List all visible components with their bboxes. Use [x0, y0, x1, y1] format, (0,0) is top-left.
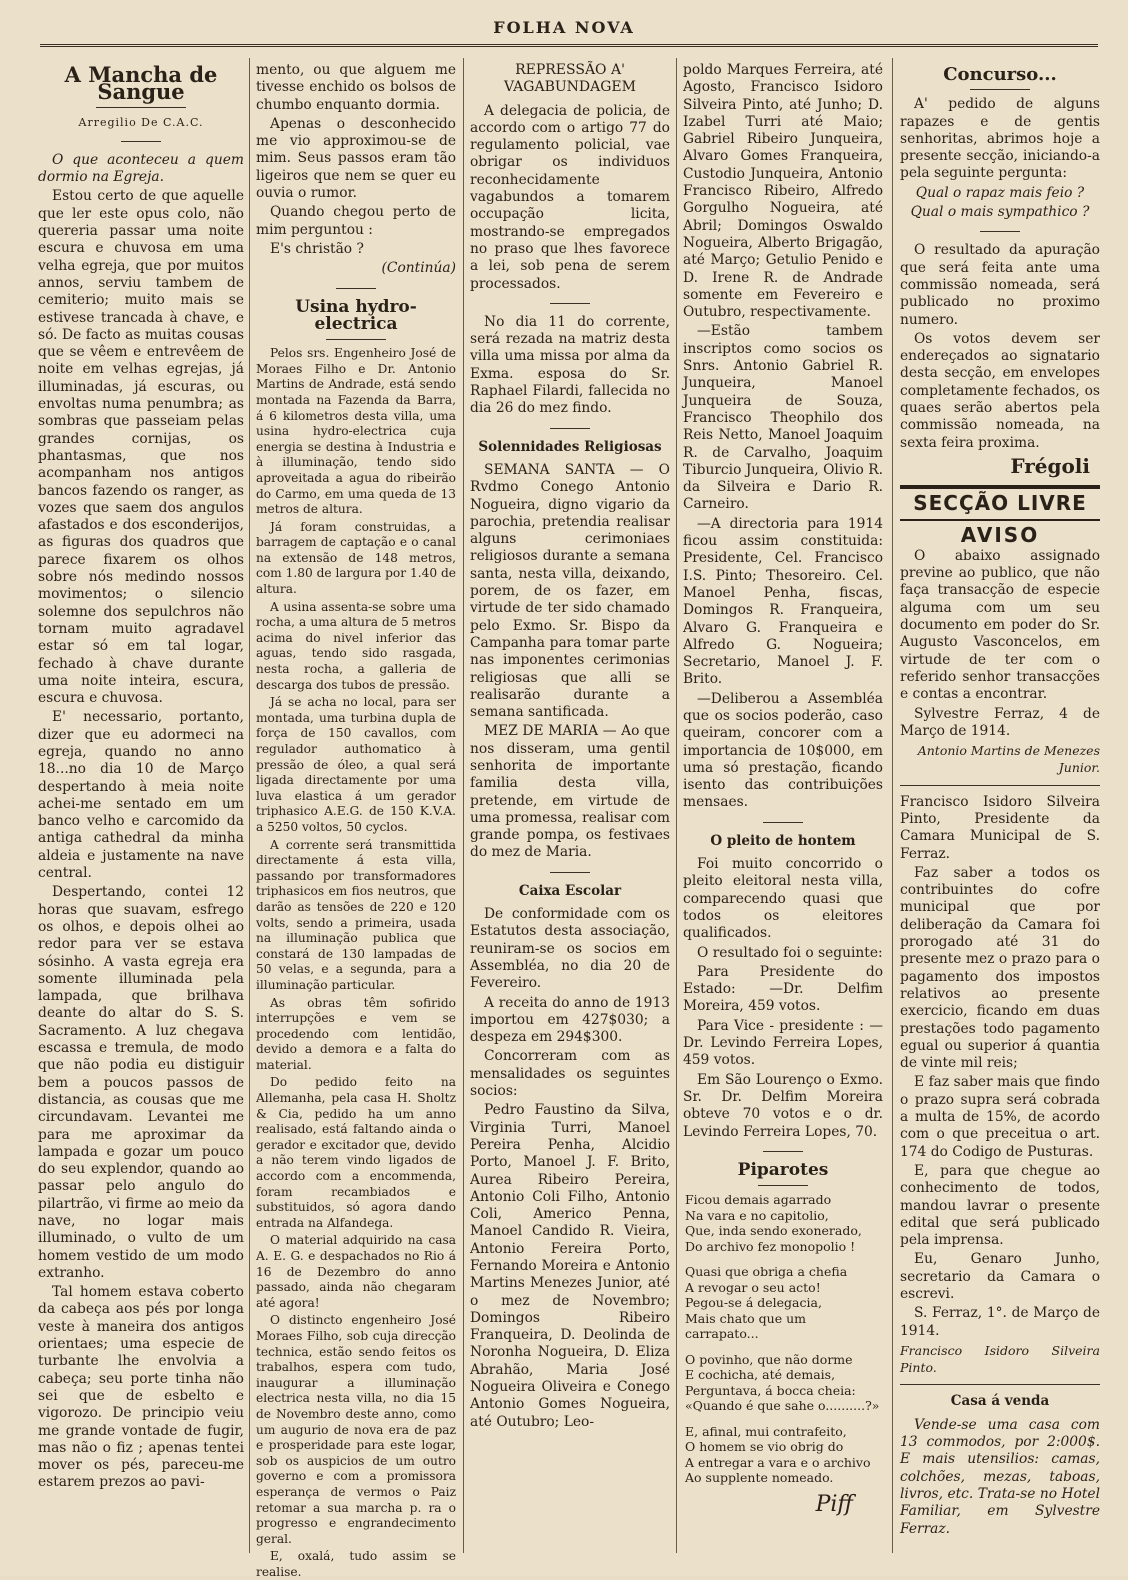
column-4 — [683, 62, 883, 1552]
paragraph: —Estão tambem inscriptos como socios os Snrs. Antonio Gabriel R. Junqueira, Manoel Junqueira de Souza, Francisco Theophilo dos Reis Netto, Manoel Joaquim R. de Carvalho, Joaquim Tiburcio Junqueira, Olivio R. da Silveira e Dario R. Carneiro. — [683, 323, 883, 513]
section-bar — [900, 485, 1100, 489]
paragraph: O resultado da apuração que será feita ante uma commissão nomeada, será publicado no proximo numero. — [900, 242, 1100, 328]
usina-article — [256, 346, 456, 1580]
question: Qual o rapaz mais feio ? — [915, 184, 1085, 201]
article-author: Arregilio De C.A.C. — [78, 115, 204, 129]
column-2 — [256, 62, 456, 1579]
paragraph: O material adquirido na casa A. E. G. e despachados no Rio á 16 de Dezembro do anno passado, ainda não chegaram até agora! — [256, 1233, 456, 1310]
poem-stanza: O povinho, que não dorme E cochicha, até demais, Perguntava, á bocca cheia: «Quando é que sahe o..........?» — [685, 1351, 880, 1414]
paragraph: De conformidade com os Estatutos desta associação, reuniram-se os socios em Assembléa, no dia 20 de Fevereiro. — [470, 906, 670, 992]
paragraph: —A directoria para 1914 ficou assim constituida: Presidente, Cel. Francisco I.S. Pinto; Thesoreiro. Cel. Manoel Penha, fiscas, Domingos R. Franqueira, Alvaro G. Franqueira e Alfredo G. Nogueira; Secretario, Manoel J. F. Brito. — [683, 515, 883, 688]
paragraph: Apenas o desconhecido me vio approximou-se de mim. Seus passos eram tão ligeiros que nem se quer eu ouvia o rumor. — [256, 115, 456, 202]
ornament — [326, 339, 386, 340]
ornament — [970, 89, 1030, 90]
paragraph: Para Vice - presidente : —Dr. Levindo Ferreira Lopes, 459 votos. — [683, 1017, 883, 1069]
column-divider — [249, 58, 250, 1553]
divider — [550, 872, 590, 873]
paragraph: Tal homem estava coberto da cabeça aos pés por longa veste à maneira dos antigos orientaes; uma especie de turbante lhe envolvia a cabeça; seu porte tinha não sei que de esbelto e vigorozo. De principio veiu me grande vontade de fugir, mas não o fiz ; apenas tentei mover os pés, pareceu-me estarem prezos ao pavi- — [38, 1284, 244, 1491]
paragraph: MEZ DE MARIA — Ao que nos disseram, uma gentil senhorita de importante familia desta villa, pretende, em virtude de uma promessa, realisar com grande pompa, os festivaes do mez de Maria. — [470, 723, 670, 861]
article-subtitle: O que aconteceu a quem dormio na Egreja. — [38, 151, 244, 186]
paragraph: SEMANA SANTA — O Rvdmo Conego Antonio Nogueira, digno vigario da parochia, pretendia realisar alguns cerimoniaes religiosos durante a semana santa, nesta villa, deixando, porem, de os fazer, em virtude de ter sido chamado pelo Exmo. Sr. Bispo da Campanha para tomar parte nas imponentes cerimonias religiosas que alli se realisarão durante a semana santificada. — [470, 461, 670, 721]
paragraph: mento, ou que alguem me tivesse enchido os bolsos de chumbo enquanto dormia. — [256, 62, 456, 113]
article-title: Concurso... — [943, 64, 1057, 85]
article-title: REPRESSÃO A' VAGABUNDAGEM — [504, 62, 636, 96]
paragraph: Pedro Faustino da Silva, Virginia Turri, Manoel Pereira Penha, Alcidio Porto, Manoel J. F. Brito, Aurea Ribeiro Pereira, Antonio Coli Filho, Antonio Coli, Americo Penna, Manoel Candido R. Vieira, Antonio Fereira Porto, Fernando Moreira e Antonio Martins Menezes Junior, até o mez de Novembro; Domingos Ribeiro Franqueira, D. Deolinda de Noronha Nogueira, D. Eliza Abrahão, Maria José Nogueira Oliveira e Conego Antonio Gomes Nogueira, até Outubro; Leo- — [470, 1102, 670, 1430]
divider — [900, 1384, 1100, 1385]
paragraph: E's christão ? — [270, 240, 364, 257]
paragraph: Pelos srs. Engenheiro José de Moraes Filho e Dr. Antonio Martins de Andrade, está sendo montada na Fazenda da Barra, á 6 kilometros desta villa, uma usina hydro-electrica cuja energia se destina à Industria e à illuminação, tendo sido aproveitada a agua do ribeirão do Carmo, em uma queda de 13 metros de altura. — [256, 346, 456, 517]
paragraph: A corrente será transmittida directamente á esta villa, passando por transformadores triphasicos em fios neutros, que darão as tensões de 220 e 120 volts, sendo a primeira, usada na illuminação publica que constará de 130 lampadas de 50 velas, e a segunda, para a illuminação particular. — [256, 837, 456, 992]
paragraph: Francisco Isidoro Silveira Pinto, Presidente da Camara Municipal de S. Ferraz. — [900, 793, 1100, 862]
paragraph: O resultado foi o seguinte: — [697, 944, 883, 961]
article-title: Caixa Escolar — [518, 882, 622, 899]
paragraph: Eu, Genaro Junho, secretario da Camara o escrevi. — [900, 1251, 1100, 1302]
paragraph: E, oxalá, tudo assim se realise. — [256, 1549, 456, 1579]
paragraph: E faz saber mais que findo o prazo supra será cobrada a multa de 15%, de acordo com o que preceitua o art. 174 do Codigo de Pusturas. — [900, 1074, 1100, 1160]
divider — [900, 785, 1100, 786]
paragraph: No dia 11 do corrente, será rezada na matriz desta villa uma missa por alma da Exma. esposa do Sr. Raphael Filardi, fallecida no dia 26 do mez findo. — [470, 313, 670, 417]
paragraph: poldo Marques Ferreira, até Agosto, Francisco Isidoro Silveira Pinto, até Junho; D. Izabel Turri até Maio; Gabriel Ribeiro Junqueira, Alvaro Gomes Franqueira, Custodio Junqueira, Antonio Francisco Ribeiro, Alfredo Gorgulho Nogueira, até Abril; Domingos Oswaldo Nogueira, Alberto Brigagão, até Março; Getulio Penido e D. Irene R. de Andrade somente em Fevereiro e Outubro, respectivamente. — [683, 62, 883, 321]
paragraph: Os votos devem ser endereçados ao signatario desta secção, em envelopes completamente fechados, os quaes serão abertos pela commissão nomeada, na sexta feira proxima. — [900, 330, 1100, 451]
signature: Francisco Isidoro Silveira Pinto. — [900, 1342, 1100, 1376]
masthead: FOLHA NOVA — [493, 18, 635, 37]
continua-label: (Continúa) — [381, 260, 456, 277]
paragraph: S. Ferraz, 1°. de Março de 1914. — [900, 1305, 1100, 1339]
paragraph: Quando chegou perto de mim perguntou : — [256, 204, 456, 238]
article-title: Solennidades Religiosas — [478, 438, 662, 455]
paragraph: A usina assenta-se sobre uma rocha, a uma altura de 5 metros acima do nivel inferior das aguas, tendo sido rasgada, nesta rocha, a galleria de descarga dos tubos de pressão. — [256, 599, 456, 692]
column-5 — [900, 62, 1100, 1552]
divider — [550, 428, 590, 429]
article-title: Casa á venda — [950, 1393, 1050, 1410]
column-3 — [470, 62, 670, 1552]
top-rule — [40, 44, 1098, 47]
paragraph: A receita do anno de 1913 importou em 427$030; a despeza em 294$300. — [470, 994, 670, 1046]
paragraph: Faz saber a todos os contribuintes do cofre municipal que por deliberação da Camara foi prorogado até 31 do presente mez o prazo para o pagamento dos impostos relativos ao presente exercicio, ficando em duas prestações todo pagamento egual ou superior á quantia de vinte mil reis; — [900, 864, 1100, 1072]
paragraph: E' necessario, portanto, dizer que eu adormeci na egreja, quando no anno 18...no dia 10 de Março despertando à meia noite achei-me sentado em um banco velho e carcomido da antiga cathedral da minha aldeia e justamente na nave central. — [38, 709, 244, 882]
article-title: O pleito de hontem — [710, 832, 856, 849]
article-title: A Mancha de Sangue — [64, 62, 218, 105]
paragraph: Para Presidente do Estado: —Dr. Delfim Moreira, 459 votos. — [683, 963, 883, 1015]
column-divider — [892, 58, 893, 1553]
signature: Frégoli — [1010, 453, 1090, 478]
divider — [550, 303, 590, 304]
signature: Piff — [815, 1491, 853, 1517]
paragraph: —Deliberou a Assembléa que os socios poderão, caso queiram, concorer com a importancia de 10$000, em uma só prestação, ficando isento das contribuições mensaes. — [683, 690, 883, 811]
divider — [763, 822, 803, 823]
paragraph: As obras têm sofirido interrupções e vem se procedendo com lentidão, devido a demora e a falta do material. — [256, 995, 456, 1072]
paragraph: Vende-se uma casa com 13 commodos, por 2:000$. E mais utensilios: camas, colchões, mezas, taboas, livros, etc. Trata-se no Hotel Familiar, em Sylvestre Ferraz. — [900, 1416, 1100, 1537]
paragraph: Foi muito concorrido o pleito eleitoral nesta villa, comparecendo quasi que todos os eleitores qualificados. — [683, 856, 883, 942]
section-title: SECÇÃO LIVRE — [913, 491, 1087, 516]
paragraph: Despertando, contei 12 horas que suavam, esfrego os olhos, e depois olhei ao redor para ver se estava sósinho. A vasta egreja era somente illuminada pela lampada, que brilhava deante do altar do S. S. Sacramento. A luz chegava escassa e tremula, de modo que não podia eu distiguir bem a poucos passos de distancia, as cousas que me circundavam. Levantei me para me aproximar da lampada e gozar um pouco do seu explendor, quando ao passar pelo angulo do pilartrão, vi firme ao meio da nave, no logar mais illuminado, o vulto de um homem vestido de um modo extranho. — [38, 884, 244, 1281]
paragraph: Já foram construidas, a barragem de captação e o canal na extensão de 148 metros, com 1.80 de largura por 1.40 de altura. — [256, 519, 456, 597]
poem-stanza: E, afinal, mui contrafeito, O homem se vio obrig do A entregar a vara e o archivo Ao supplente nomeado. — [685, 1423, 871, 1486]
section-bar — [900, 519, 1100, 521]
question: Qual o mais sympathico ? — [910, 204, 1090, 221]
paragraph: O distincto engenheiro José Moraes Filho, sob cuja direcção technica, estão sendo feitos os trabalhos, espera com tudo, inaugurar a illuminação electrica nesta villa, no dia 15 de Novembro deste anno, como um augurio de nova era de paz e prosperidade para este logar, sob os auspicios de um outro governo e com a promissora esperança de vermos o Paiz retomar a sua marcha p. ra o progresso e engrandecimento geral. — [256, 1313, 456, 1546]
paragraph: Em São Lourenço o Exmo. Sr. Dr. Delfim Moreira obteve 70 votos e o dr. Levindo Ferreira Lopes, 70. — [683, 1071, 883, 1140]
ornament — [758, 1185, 808, 1186]
divider — [121, 141, 161, 142]
article-title: Usina hydro-electrica — [295, 296, 417, 334]
divider — [336, 288, 376, 289]
paragraph: E, para que chegue ao conhecimento de todos, mandou lavrar o presente edital que será publicado pela imprensa. — [900, 1162, 1100, 1249]
paragraph: Concorreram com as mensalidades os seguintes socios: — [470, 1048, 670, 1100]
aviso-title: AVISO — [960, 522, 1040, 547]
paragraph: Do pedido feito na Allemanha, pela casa H. Sholtz & Cia, pedido ha um anno realisado, está faltando ainda o gerador e excitador que, devido a não terem vindo ligados de accordo com a encommenda, foram recambiados e substituidos, só agora dando entrada na Alfandega. — [256, 1075, 456, 1230]
paragraph: Já se acha no local, para ser montada, uma turbina dupla de força de 150 cavallos, com regulador authomatico à pressão de óleo, a qual será ligada directamente por uma luva elastica á um gerador triphasico A.E.G. de 150 K.V.A. a 5250 voltos, 50 cyclos. — [256, 695, 456, 834]
poem-stanza: Ficou demais agarrado Na vara e no capitolio, Que, inda sendo exonerado, Do archivo fez monopolio ! — [685, 1192, 862, 1254]
column-1 — [38, 62, 244, 1552]
paragraph: A delegacia de policia, de accordo com o artigo 77 do regulamento policial, vae obrigar os individuos reconhecidamente vagabundos a tomarem occupação licita, mostrando-se empregados no praso que lhes favorece a lei, sob pena de serem processados. — [470, 102, 670, 292]
signature: Antonio Martins de Menezes Junior. — [917, 743, 1100, 776]
ornament — [96, 107, 186, 108]
article-title: Piparotes — [737, 1159, 829, 1180]
column-divider — [676, 58, 677, 1553]
poem-stanza: Quasi que obriga a chefia A revogar o seu acto! Pegou-se á delegacia, Mais chato que um carrapato... — [685, 1264, 848, 1342]
column-divider — [463, 58, 464, 1553]
divider — [980, 231, 1020, 232]
paragraph: Estou certo de que aquelle que ler este opus colo, não quereria passar uma noite escura e chuvosa em uma velha egreja, que por muitos annos, serviu tambem de cemiterio; muito mais se estivese trancada à chave, e só. De facto as muitas cousas que se vêem e entrevêem de noite em velhas egrejas, já illuminadas, já escuras, ou envoltas numa penumbra; as sombras que passeiam pelas grandes cornijas, os phantasmas, que nos acompanham nos antigos bancos fazendo os ranger, as vozes que saem dos angulos afastados e dos esconderijos, as figuras dos quadros que parece fixarem os olhos sobre nós medindo nossos movimentos; o silencio solemne dos sepulchros não tornam muito agradavel estar só em tal logar, fechado à chave durante uma noite inteira, escura, escura e chuvosa. — [38, 188, 244, 707]
date-line: Sylvestre Ferraz, 4 de Março de 1914. — [900, 705, 1100, 739]
paragraph: A' pedido de alguns rapazes e de gentis senhoritas, abrimos hoje a presente secção, iniciando-a pela seguinte pergunta: — [900, 96, 1100, 182]
paragraph: O abaixo assignado previne ao publico, que não faça transacção de especie alguma com um seu documento em poder do Sr. Augusto Vasconcelos, em virtude de ter com o referido senhor transacções e contas a encontrar. — [900, 547, 1100, 703]
divider — [763, 1151, 803, 1152]
